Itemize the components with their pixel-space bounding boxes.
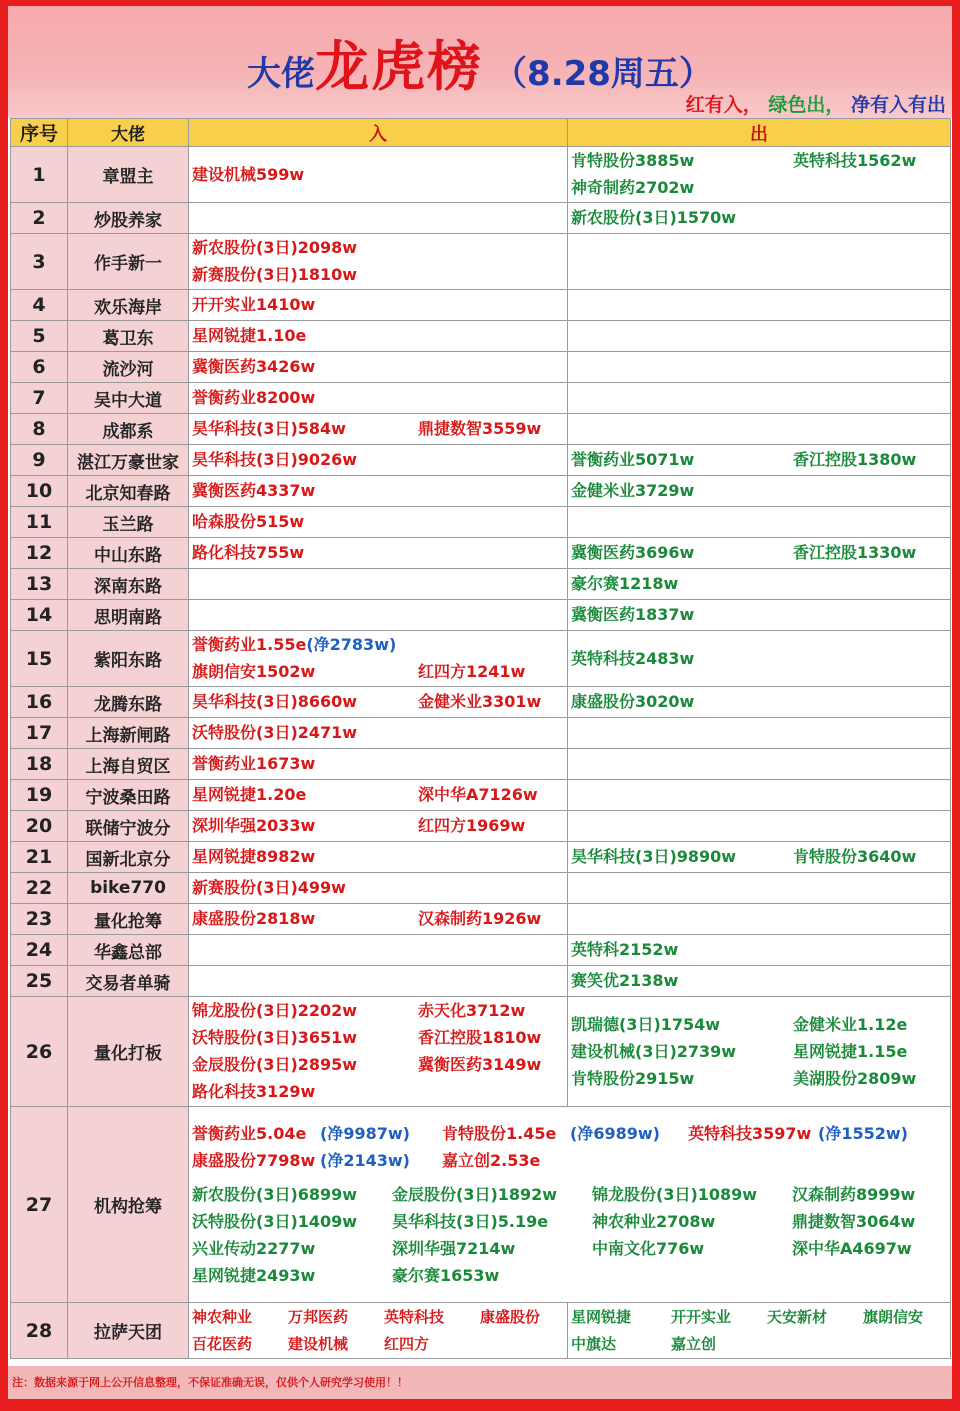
- buy-cell: [189, 476, 568, 507]
- buy-list: [192, 876, 564, 900]
- table-row: [11, 414, 951, 445]
- list-item: 豪尔赛1653w: [392, 1265, 500, 1285]
- trader-name: 量化打板: [68, 997, 189, 1107]
- net-item: (净6989w): [570, 1123, 660, 1143]
- list-item: 新赛股份(3日)1810w: [192, 265, 358, 284]
- sell-cell: [568, 290, 951, 321]
- list-item: 建设机械(3日)2739w: [571, 1041, 737, 1061]
- buy-cell: [189, 147, 568, 203]
- list-item: 沃特股份(3日)1409w: [192, 1211, 358, 1231]
- list-item: 新农股份(3日)6899w: [192, 1184, 358, 1204]
- list-item: 香江控股1380w: [793, 450, 917, 469]
- net-item: 誉衡药业5.04e: [192, 1123, 307, 1143]
- trader-name: 上海新闸路: [68, 718, 189, 749]
- buy-cell: [189, 290, 568, 321]
- list-item: 康盛股份3020w: [571, 692, 695, 711]
- buy-cell: [189, 538, 568, 569]
- sell-list: [571, 969, 947, 993]
- row-number: 7: [11, 383, 68, 414]
- list-item: 英特科技2483w: [571, 648, 695, 668]
- list-item: 凯瑞德(3日)1754w: [571, 1014, 721, 1034]
- list-item: 新农股份(3日)2098w: [192, 238, 358, 257]
- buy-cell: [189, 631, 568, 687]
- list-item: 昊华科技(3日)8660w: [192, 692, 358, 711]
- list-item: 赛笑优2138w: [571, 971, 679, 990]
- buy-list: [192, 721, 564, 745]
- buy-list: [192, 1305, 564, 1356]
- buy-cell: [189, 780, 568, 811]
- sell-cell: [568, 811, 951, 842]
- legend-red: 红有入，: [685, 94, 762, 116]
- buy-cell: [189, 935, 568, 966]
- sell-cell: [568, 383, 951, 414]
- sell-cell: [568, 538, 951, 569]
- sell-cell: [568, 569, 951, 600]
- table-row: [11, 1107, 951, 1303]
- sell-cell: [568, 476, 951, 507]
- table-row: [11, 600, 951, 631]
- sell-list: [571, 479, 947, 503]
- buy-cell: [189, 842, 568, 873]
- sell-list: [571, 1013, 947, 1091]
- list-item: 金辰股份(3日)1892w: [392, 1184, 558, 1204]
- list-item: 中南文化776w: [592, 1238, 705, 1258]
- table-row: [11, 687, 951, 718]
- sell-cell: [568, 1303, 951, 1359]
- sell-list: [571, 603, 947, 627]
- net-item: (净2143w): [320, 1150, 410, 1170]
- col-header-name: 大佬: [68, 119, 189, 147]
- sell-list: [571, 149, 947, 200]
- buy-list: [192, 690, 564, 714]
- list-item: 冀衡医药3426w: [192, 357, 316, 376]
- buy-cell: [189, 234, 568, 290]
- list-item: 肯特股份3885w: [571, 151, 695, 170]
- sell-cell: [568, 352, 951, 383]
- buy-list: [192, 510, 564, 534]
- trader-name: 联储宁波分: [68, 811, 189, 842]
- buy-list: [192, 479, 564, 503]
- list-item: 赤天化3712w: [418, 1001, 526, 1020]
- row-number: 10: [11, 476, 68, 507]
- sell-cell: [568, 414, 951, 445]
- buy-list: [192, 752, 564, 776]
- sell-cell: [568, 445, 951, 476]
- row-number: 25: [11, 966, 68, 997]
- table-row: [11, 811, 951, 842]
- row-number: 3: [11, 234, 68, 290]
- sell-cell: [568, 873, 951, 904]
- list-item: 英特科技1562w: [793, 151, 917, 170]
- table-row: [11, 631, 951, 687]
- table-row: [11, 476, 951, 507]
- title-prefix: 大佬: [247, 54, 316, 94]
- list-item: 美湖股份2809w: [793, 1068, 917, 1088]
- trader-name: 作手新一: [68, 234, 189, 290]
- list-item: 路化科技755w: [192, 543, 305, 562]
- table-row: [11, 935, 951, 966]
- buy-list: [192, 448, 564, 472]
- legend-blue: 净有入有出: [850, 94, 946, 116]
- list-item: 香江控股1810w: [418, 1028, 542, 1047]
- sell-cell: [568, 997, 951, 1107]
- buy-cell: [189, 718, 568, 749]
- sell-cell: [568, 234, 951, 290]
- list-item: 星网锐捷2493w: [192, 1265, 316, 1285]
- list-item: 深圳华强7214w: [392, 1238, 516, 1258]
- list-item: 新农股份(3日)1570w: [571, 208, 737, 227]
- list-item: 冀衡医药3696w: [571, 543, 695, 562]
- list-item: 鼎捷数智3064w: [792, 1211, 916, 1231]
- sell-list: [571, 647, 947, 671]
- row-number: 5: [11, 321, 68, 352]
- row-number: 28: [11, 1303, 68, 1359]
- list-item: 嘉立创: [671, 1335, 717, 1353]
- buy-list: [192, 783, 564, 807]
- trader-name: 成都系: [68, 414, 189, 445]
- trader-name: 流沙河: [68, 352, 189, 383]
- list-item: 昊华科技(3日)9890w: [571, 847, 737, 866]
- trader-name: 华鑫总部: [68, 935, 189, 966]
- row-number: 9: [11, 445, 68, 476]
- col-header-in: 入: [189, 119, 568, 147]
- table-row: [11, 842, 951, 873]
- buy-list: [192, 293, 564, 317]
- list-item: 冀衡医药1837w: [571, 605, 695, 624]
- trader-name: 中山东路: [68, 538, 189, 569]
- sell-cell: [568, 147, 951, 203]
- table-row: [11, 147, 951, 203]
- list-item: 康盛股份: [480, 1308, 541, 1326]
- list-item: 誉衡药业8200w: [192, 388, 316, 407]
- list-item: 深中华A4697w: [792, 1238, 912, 1258]
- table-row: [11, 966, 951, 997]
- trader-name: bike770: [68, 873, 189, 904]
- list-item: 新赛股份(3日)499w: [192, 878, 346, 897]
- net-item: (净9987w): [320, 1123, 410, 1143]
- trader-name: 紫阳东路: [68, 631, 189, 687]
- list-item: 金辰股份(3日)2895w: [192, 1055, 358, 1074]
- table-row: [11, 383, 951, 414]
- list-item: 兴业传动2277w: [192, 1238, 316, 1258]
- table-row: [11, 718, 951, 749]
- row-number: 18: [11, 749, 68, 780]
- sell-list: [571, 1305, 947, 1356]
- row-number: 4: [11, 290, 68, 321]
- list-item: 豪尔赛1218w: [571, 574, 679, 593]
- row-number: 14: [11, 600, 68, 631]
- buy-list: [192, 355, 564, 379]
- table-row: [11, 234, 951, 290]
- header: [8, 6, 952, 118]
- list-item: 冀衡医药3149w: [418, 1055, 542, 1074]
- row-number: 27: [11, 1107, 68, 1303]
- list-item: 神农种业: [192, 1308, 253, 1326]
- buy-cell: [189, 997, 568, 1107]
- list-item: 肯特股份3640w: [793, 847, 917, 866]
- list-item: 建设机械599w: [192, 164, 305, 184]
- trader-name: 欢乐海岸: [68, 290, 189, 321]
- buy-cell: [189, 203, 568, 234]
- sell-list: [571, 541, 947, 565]
- buy-item-text: 誉衡药业1.55e: [192, 635, 307, 654]
- list-item: 星网锐捷: [571, 1308, 632, 1326]
- list-item: 英特科技: [384, 1308, 445, 1326]
- buy-list: [192, 907, 564, 931]
- net-item: 嘉立创2.53e: [442, 1150, 541, 1170]
- list-item: 沃特股份(3日)2471w: [192, 723, 358, 742]
- list-item: 旗朗信安1502w: [192, 662, 316, 681]
- buy-list: [192, 633, 564, 684]
- col-header-out: 出: [568, 119, 951, 147]
- sell-cell: [568, 904, 951, 935]
- list-item: 金健米业1.12e: [793, 1014, 908, 1034]
- buy-cell: [189, 904, 568, 935]
- buy-cell: [189, 687, 568, 718]
- list-item: 鼎捷数智3559w: [418, 419, 542, 438]
- buy-list: [192, 324, 564, 348]
- table-row: [11, 203, 951, 234]
- list-item: 百花医药: [192, 1335, 253, 1353]
- table-header-row: [11, 119, 951, 147]
- trader-name: 湛江万豪世家: [68, 445, 189, 476]
- sell-list: [571, 572, 947, 596]
- trader-name: 章盟主: [68, 147, 189, 203]
- list-item: 星网锐捷8982w: [192, 847, 316, 866]
- buy-cell: [189, 507, 568, 538]
- trader-name: 北京知春路: [68, 476, 189, 507]
- table-row: [11, 904, 951, 935]
- list-item: 昊华科技(3日)5.19e: [392, 1211, 549, 1231]
- sell-list: [571, 448, 947, 472]
- row-number: 15: [11, 631, 68, 687]
- sell-cell: [568, 321, 951, 352]
- list-item: 昊华科技(3日)584w: [192, 419, 346, 438]
- list-item: 汉森制药1926w: [418, 909, 542, 928]
- buy-cell: [189, 1303, 568, 1359]
- list-item: 神农种业2708w: [592, 1211, 716, 1231]
- table-row: [11, 997, 951, 1107]
- table-row: [11, 321, 951, 352]
- trader-name: 吴中大道: [68, 383, 189, 414]
- trader-name: 葛卫东: [68, 321, 189, 352]
- net-items: [192, 1122, 947, 1173]
- buy-cell: [189, 873, 568, 904]
- table-row: [11, 569, 951, 600]
- trader-name: 龙腾东路: [68, 687, 189, 718]
- list-item: 红四方1969w: [418, 816, 526, 835]
- sell-cell: [568, 966, 951, 997]
- row-number: 2: [11, 203, 68, 234]
- trader-name: 国新北京分: [68, 842, 189, 873]
- list-item: 英特科2152w: [571, 940, 679, 959]
- sell-cell: [568, 749, 951, 780]
- buy-cell: [189, 811, 568, 842]
- trader-name: 思明南路: [68, 600, 189, 631]
- sell-cell: [568, 600, 951, 631]
- table-row: [11, 873, 951, 904]
- list-item: 路化科技3129w: [192, 1082, 316, 1101]
- buy-cell: [189, 749, 568, 780]
- list-item: 锦龙股份(3日)2202w: [192, 1001, 358, 1020]
- list-item: 冀衡医药4337w: [192, 481, 316, 500]
- list-item: 康盛股份2818w: [192, 909, 316, 928]
- trader-name: 上海自贸区: [68, 749, 189, 780]
- row-number: 19: [11, 780, 68, 811]
- net-item: 英特科技3597w: [688, 1123, 812, 1143]
- col-header-no: 序号: [11, 119, 68, 147]
- sell-list: [571, 845, 947, 869]
- list-item: 神奇制药2702w: [571, 178, 695, 197]
- buy-cell: [189, 383, 568, 414]
- row-number: 23: [11, 904, 68, 935]
- row-number: 17: [11, 718, 68, 749]
- buy-list: [192, 386, 564, 410]
- table-row: [11, 1303, 951, 1359]
- list-item: 誉衡药业1673w: [192, 754, 316, 773]
- sell-cell: [568, 507, 951, 538]
- list-item: 哈森股份515w: [192, 512, 305, 531]
- list-item: 中旗达: [571, 1335, 617, 1353]
- list-item: 肯特股份2915w: [571, 1068, 695, 1088]
- buy-cell: [189, 966, 568, 997]
- row-number: 13: [11, 569, 68, 600]
- row-number: 11: [11, 507, 68, 538]
- buy-cell: [189, 414, 568, 445]
- institution-cell: [189, 1107, 951, 1303]
- list-item: 星网锐捷1.20e: [192, 785, 307, 804]
- list-item: 旗朗信安: [863, 1308, 924, 1326]
- footnote: 注：数据来源于网上公开信息整理，不保证准确无误，仅供个人研究学习使用！！: [8, 1366, 952, 1399]
- buy-list: [192, 163, 564, 187]
- buy-list: [192, 541, 564, 565]
- buy-list: [192, 236, 564, 287]
- list-item: 金健米业3301w: [418, 692, 542, 711]
- row-number: 20: [11, 811, 68, 842]
- row-number: 1: [11, 147, 68, 203]
- list-item: 红四方1241w: [418, 662, 526, 681]
- list-item: 金健米业3729w: [571, 481, 695, 500]
- buy-item: [192, 633, 562, 657]
- row-number: 26: [11, 997, 68, 1107]
- list-item: 天安新材: [767, 1308, 828, 1326]
- sell-list: [571, 206, 947, 230]
- row-number: 12: [11, 538, 68, 569]
- title-main: 龙虎榜: [315, 35, 484, 98]
- row-number: 6: [11, 352, 68, 383]
- trader-name: 拉萨天团: [68, 1303, 189, 1359]
- color-legend: [686, 90, 946, 117]
- net-amount: (净2783w): [306, 635, 397, 654]
- buy-list: [192, 999, 564, 1104]
- list-item: 开开实业1410w: [192, 295, 316, 314]
- list-item: 深中华A7126w: [418, 785, 538, 804]
- sell-list: [571, 938, 947, 962]
- list-item: 星网锐捷1.10e: [192, 326, 307, 345]
- buy-list: [192, 814, 564, 838]
- buy-cell: [189, 321, 568, 352]
- row-number: 24: [11, 935, 68, 966]
- dragon-tiger-table: [10, 118, 951, 1359]
- buy-list: [192, 845, 564, 869]
- trader-name: 深南东路: [68, 569, 189, 600]
- table-row: [11, 749, 951, 780]
- buy-list: [192, 417, 564, 441]
- buy-cell: [189, 352, 568, 383]
- sell-cell: [568, 780, 951, 811]
- trader-name: 炒股养家: [68, 203, 189, 234]
- list-item: 沃特股份(3日)3651w: [192, 1028, 358, 1047]
- title-date: （8.28周五）: [493, 54, 713, 94]
- list-item: 红四方: [384, 1335, 430, 1353]
- sell-list: [571, 690, 947, 714]
- list-item: 昊华科技(3日)9026w: [192, 450, 358, 469]
- list-item: 星网锐捷1.15e: [793, 1041, 908, 1061]
- list-item: 香江控股1330w: [793, 543, 917, 562]
- table-row: [11, 290, 951, 321]
- table-body: [11, 147, 951, 1359]
- trader-name: 宁波桑田路: [68, 780, 189, 811]
- row-number: 22: [11, 873, 68, 904]
- row-number: 21: [11, 842, 68, 873]
- sell-cell: [568, 631, 951, 687]
- net-item: 康盛股份7798w: [192, 1150, 316, 1170]
- trader-name: 交易者单骑: [68, 966, 189, 997]
- table-row: [11, 507, 951, 538]
- buy-cell: [189, 569, 568, 600]
- list-item: 深圳华强2033w: [192, 816, 316, 835]
- trader-name: 玉兰路: [68, 507, 189, 538]
- net-item: (净1552w): [818, 1123, 908, 1143]
- list-item: 建设机械: [288, 1335, 349, 1353]
- row-number: 16: [11, 687, 68, 718]
- trader-name: 量化抢筹: [68, 904, 189, 935]
- buy-cell: [189, 445, 568, 476]
- in-items: [192, 1183, 947, 1288]
- table-row: [11, 538, 951, 569]
- list-item: 誉衡药业5071w: [571, 450, 695, 469]
- table-row: [11, 352, 951, 383]
- buy-cell: [189, 600, 568, 631]
- sell-cell: [568, 203, 951, 234]
- list-item: 汉森制药8999w: [792, 1184, 916, 1204]
- sell-cell: [568, 687, 951, 718]
- table-row: [11, 780, 951, 811]
- list-item: 万邦医药: [288, 1308, 349, 1326]
- sell-cell: [568, 935, 951, 966]
- list-item: 锦龙股份(3日)1089w: [592, 1184, 758, 1204]
- net-item: 肯特股份1.45e: [442, 1123, 557, 1143]
- document-frame: [8, 6, 952, 1399]
- table-row: [11, 445, 951, 476]
- list-item: 开开实业: [671, 1308, 732, 1326]
- legend-green: 绿色出，: [768, 94, 845, 116]
- sell-cell: [568, 842, 951, 873]
- row-number: 8: [11, 414, 68, 445]
- trader-name: 机构抢筹: [68, 1107, 189, 1303]
- sell-cell: [568, 718, 951, 749]
